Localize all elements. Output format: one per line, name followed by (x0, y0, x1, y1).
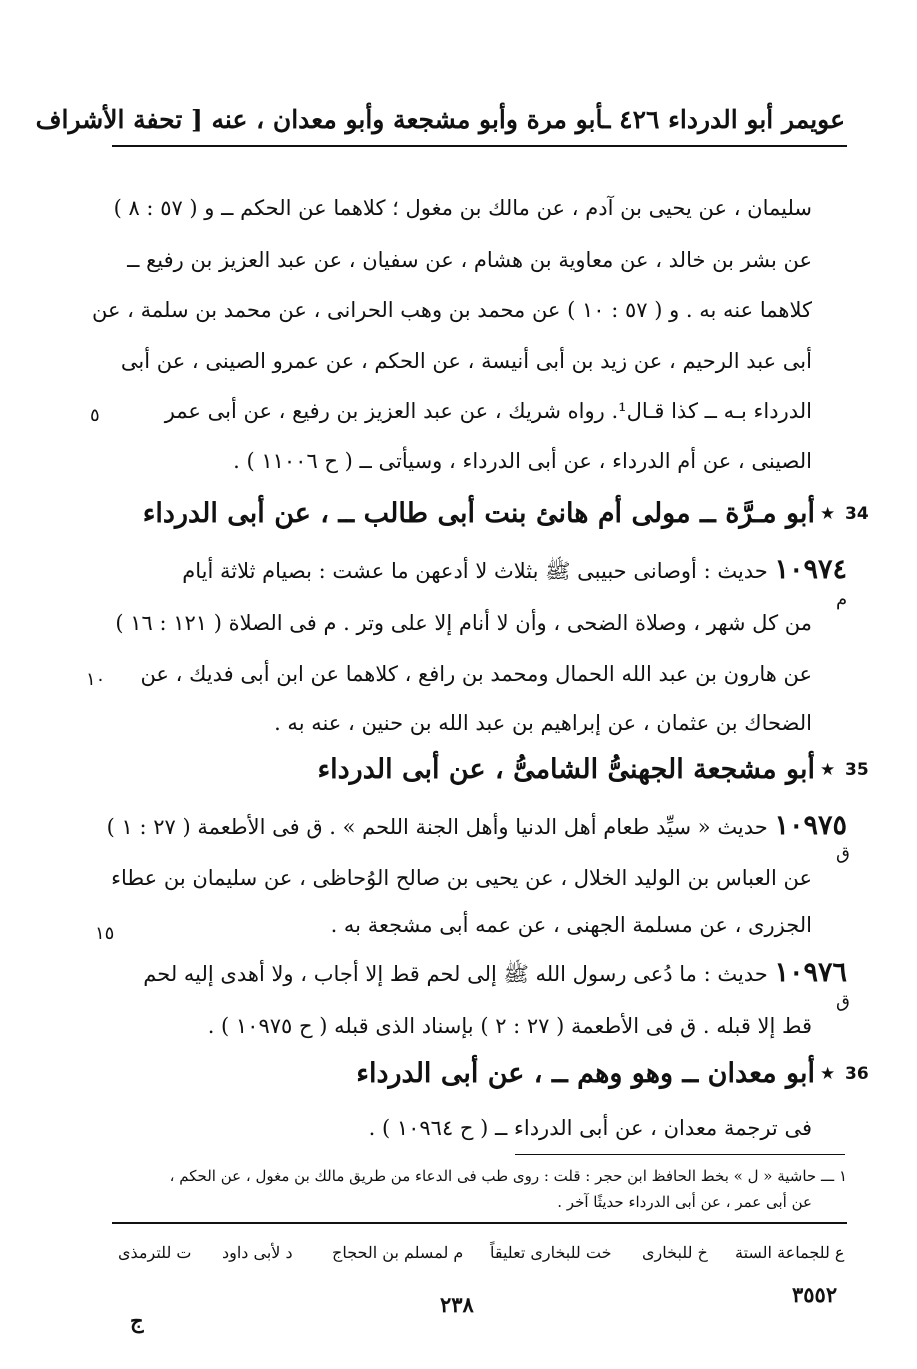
hadith-10975-text: حديث « سيِّد طعام أهل الدنيا وأهل الجنة اللحم » . ق فى الأطعمة ( ٢٧ : ١ ) (106, 815, 768, 839)
legend-item-muslim: م لمسلم بن الحجاج (332, 1243, 464, 1262)
section-36-body: فى ترجمة معدان ، عن أبى الدرداء ــ ( ح ١٠٩٦٤ ) . (368, 1116, 812, 1140)
signature-mark: ج (130, 1308, 144, 1333)
sigla-q-2: ق (836, 991, 850, 1012)
section-36-heading: أبو معدان ــ وهو وهم ــ ، عن أبى الدرداء (356, 1058, 815, 1089)
footnote-rule (515, 1154, 845, 1155)
footnote-line-2: عن أبى عمر ، عن أبى الدرداء حديثًا آخر . (557, 1193, 812, 1211)
section-35-star: ★ (820, 760, 836, 780)
hadith-10975-number: ١٠٩٧٥ (774, 810, 847, 841)
section-36-number: 36 (845, 1064, 869, 1084)
legend-item-bukhari-taliq: خت للبخارى تعليقاً (490, 1243, 612, 1262)
body-line-1: سليمان ، عن يحيى بن آدم ، عن مالك بن مغول ؛ كلاهما عن الحكم ــ و ( ٥٧ : ٨ ) (113, 196, 812, 220)
legend-item-bukhari: خ للبخارى (642, 1243, 708, 1262)
header-rule (112, 145, 847, 147)
section-34-star: ★ (820, 504, 836, 524)
hadith-10975-line-1 (106, 808, 847, 845)
body-line-4: أبى عبد الرحيم ، عن زيد بن أبى أنيسة ، عن الحكم ، عن عمرو الصينى ، عن أبى (120, 349, 812, 373)
sigla-m: م (836, 589, 848, 610)
hadith-10975-line-2: عن العباس بن الوليد الخلال ، عن يحيى بن صالح الوُحاظى ، عن سليمان بن عطاء (111, 866, 812, 890)
body-line-6: الصينى ، عن أم الدرداء ، عن أبى الدرداء ، وسيأتى ــ ( ح ١١٠٠٦ ) . (233, 449, 812, 473)
hadith-10976-number: ١٠٩٧٦ (774, 957, 847, 988)
section-36-star: ★ (820, 1064, 836, 1084)
section-34-number: 34 (845, 504, 869, 524)
legend-item-tirmidhi: ت للترمذى (118, 1243, 192, 1262)
margin-line-number-15: ١٥ (95, 923, 115, 944)
legend-item-abu-dawud: د لأبى داود (222, 1243, 293, 1262)
section-35-number: 35 (845, 760, 869, 780)
hadith-10974-line-3: عن هارون بن عبد الله الحمال ومحمد بن رافع ، كلاهما عن ابن أبى فديك ، عن (140, 662, 812, 686)
hadith-10976-line-2: قط إلا قبله . ق فى الأطعمة ( ٢٧ : ٢ ) بإسناد الذى قبله ( ح ١٠٩٧٥ ) . (207, 1014, 812, 1038)
hadith-10974-line-2: من كل شهر ، وصلاة الضحى ، وأن لا أنام إلا على وتر . م فى الصلاة ( ١٢١ : ١٦ ) (115, 611, 812, 635)
margin-line-number-5: ٥ (90, 405, 100, 426)
body-line-3: كلاهما عنه به . و ( ٥٧ : ١٠ ) عن محمد بن وهب الحرانى ، عن محمد بن سلمة ، عن (91, 298, 812, 322)
hadith-10974-text: حديث : أوصانى حبيبى ﷺ بثلاث لا أدعهن ما عشت : بصيام ثلاثة أيام (182, 559, 768, 583)
body-line-2: عن بشر بن خالد ، عن معاوية بن هشام ، عن سفيان ، عن عبد العزيز بن رفيع ــ (127, 248, 812, 272)
hadith-10975-line-3: الجزرى ، عن مسلمة الجهنى ، عن عمه أبى مشجعة به . (330, 913, 812, 937)
volume-reference: ٣٥٥٢ (792, 1282, 838, 1307)
hadith-10976-line-1 (112, 955, 847, 992)
section-34-heading: أبو مـرَّة ــ مولى أم هانئ بنت أبى طالب ــ ، عن أبى الدرداء (142, 498, 815, 529)
hadith-10974-line-1 (112, 552, 847, 589)
legend-rule (112, 1222, 847, 1224)
body-line-5: الدرداء بـه ــ كذا قـال¹. رواه شريك ، عن عبد العزيز بن رفيع ، عن أبى عمر (164, 399, 812, 423)
margin-line-number-10: ١٠ (86, 669, 106, 690)
hadith-10976-text: حديث : ما دُعى رسول الله ﷺ إلى لحم قط إلا أجاب ، ولا أهدى إليه لحم (143, 962, 768, 986)
section-35-heading: أبو مشجعة الجهنىُّ الشامىُّ ، عن أبى الدرداء (317, 754, 815, 785)
hadith-10974-line-4: الضحاك بن عثمان ، عن إبراهيم بن عبد الله بن حنين ، عنه به . (274, 711, 812, 735)
legend-item-jamaa: ع للجماعة الستة (735, 1243, 845, 1262)
footnote-line-1: ١ ـــ حاشية « ل » بخط الحافظ ابن حجر : قلت : روى طب فى الدعاء من طريق مالك بن مغول ، عن الحكم ، (169, 1167, 847, 1185)
hadith-10974-number: ١٠٩٧٤ (774, 554, 847, 585)
sigla-q-1: ق (836, 843, 850, 864)
running-header: عويمر أبو الدرداء ٤٢٦ ـأبو مرة وأبو مشجعة وأبو معدان ، عنه [ تحفة الأشراف (35, 105, 845, 134)
page-number: ٢٣٨ (440, 1292, 474, 1317)
